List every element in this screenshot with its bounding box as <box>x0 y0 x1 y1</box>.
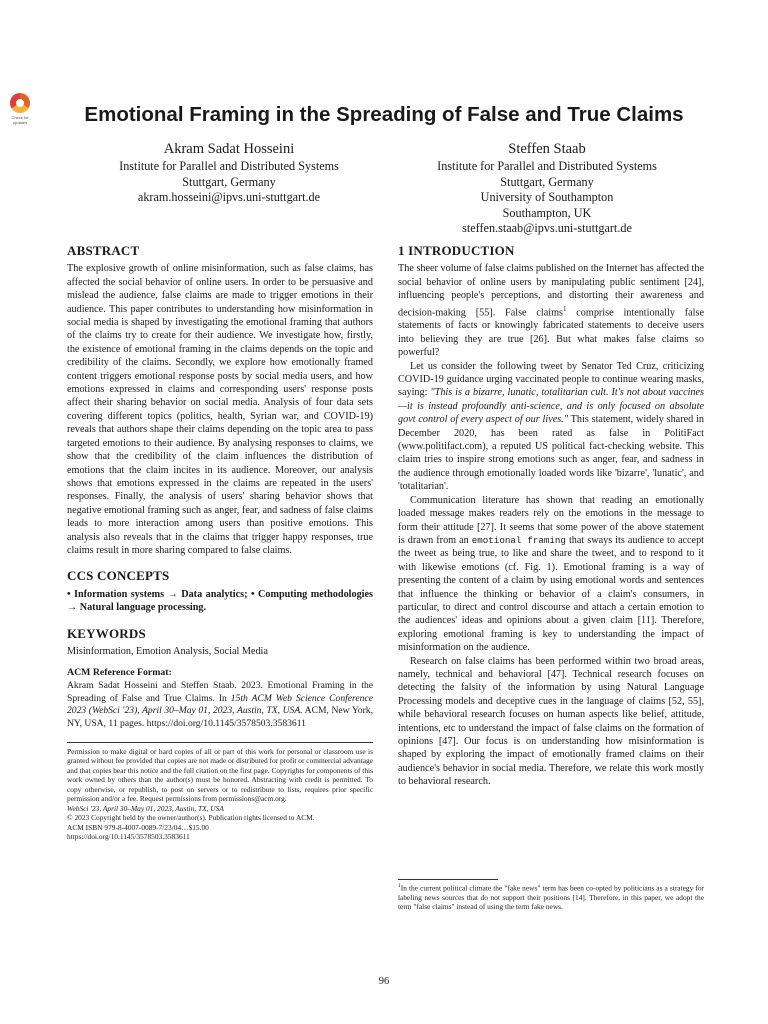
acm-ref-part2: ACM, New York, NY, USA, 11 pages. https://doi.org/10.1145/3578503.3583611 <box>67 705 373 730</box>
author-location-2: Southampton, UK <box>502 205 592 220</box>
keywords-text: Misinformation, Emotion Analysis, Social Media <box>67 645 268 657</box>
emotional-framing-term: emotional framing <box>471 534 566 546</box>
intro-paragraph-4: Research on false claims has been performed within two broad areas, namely, technical and behavioral [47]. Technical research focuses on detecting the falsity of the information by using Natural Language Processing models and deceptive cues in the language of claims [52, 55], while behavioral research focuses on human aspects like belief, attitude, intentions, etc to understand the impact of false claims on the formation of opinions [47]. Our focus is on understanding how misinformation is shaped by exploring the impact of emotionally framed claims on their audience's behavior in social media. Therefore, we relate this work mostly to behavioral research. <box>398 655 704 788</box>
acm-ref-heading: ACM Reference Format: <box>67 667 172 679</box>
author-block-2 <box>382 140 712 237</box>
acm-ref-part1: Akram Sadat Hosseini and Steffen Staab. 2023. Emotional Framing in the Spreading of False and True Claims. In <box>67 679 373 704</box>
page-number: 96 <box>378 976 390 987</box>
author-name: Akram Sadat Hosseini <box>163 141 295 157</box>
paper-title: Emotional Framing in the Spreading of False and True Claims <box>84 103 684 126</box>
footnote-mark: 1 <box>398 883 401 889</box>
intro-paragraph-2: Let us consider the following tweet by Senator Ted Cruz, criticizing COVID-19 guidance urging vaccinated people to continue wearing masks, saying: "This is a bizarre, lunatic, totalitarian cult. It's not about vaccines—it is instead profoundly anti-science, and is only focused on absolute govt control of every aspect of our lives." This statement, widely shared in December 2020, has been rated as false in PolitiFact (www.politifact.com), a reputed US political fact-checking website. This claim tries to inspire strong emotions such as anger, fear, and sadness in the audience through emotionally loaded words like 'bizarre', 'lunatic', and 'totalitarian'. <box>398 360 704 493</box>
permission-copyright: © 2023 Copyright held by the owner/author(s). Publication rights licensed to ACM. <box>67 813 315 823</box>
author-location: Stuttgart, Germany <box>500 174 594 189</box>
footnote-text: In the current political climate the "fake news" term has been co-opted by politicians as a strategy for labeling news sources that do not support their positions [14]. Therefore, in this paper, we adopt the term "false claims" instead of using the term fake news. <box>398 883 704 912</box>
author-name: Steffen Staab <box>508 141 586 157</box>
author-block-1 <box>64 140 394 206</box>
right-column <box>398 244 704 789</box>
footnote <box>398 882 704 912</box>
author-affiliation: Institute for Parallel and Distributed Systems <box>119 159 339 173</box>
permission-isbn: ACM ISBN 979-8-4007-0089-7/23/04…$15.00 <box>67 822 209 832</box>
author-affiliation: Institute for Parallel and Distributed Systems <box>437 159 657 173</box>
ccs-text: • Information systems → Data analytics; • Computing methodologies → Natural language processing. <box>67 588 373 614</box>
intro-paragraph-3: Communication literature has shown that reading an emotionally loaded message makes readers rely on the emotions in the message to form their attitude [27]. It seems that some power of the above statement is drawn from an emotional framing that sways its audience to accept the tweet as being true, to like and share the tweet, and to respond to it with likewise emotions (cf. Fig. 1). Emotional framing is a way of presenting the content of a claim by using emotional words and sentences that influence the thinking or behavior of a claim's consumers, in particular, to direct and control discourse and attach a certain emotion to the audiences' ideas and opinions about a given claim [11]. Therefore, exploring emotional framing is key to understanding the impact of misinformation on the audience. <box>398 494 704 654</box>
introduction-heading: 1 INTRODUCTION <box>398 243 515 258</box>
acm-ref-venue: 15th ACM Web Science Conference 2023 (WebSci '23), April 30–May 01, 2023, Austin, TX, USA. <box>67 692 373 717</box>
footnote-divider <box>398 879 498 880</box>
left-column <box>67 244 373 842</box>
keywords-heading: KEYWORDS <box>67 625 146 641</box>
author-affiliation-2: University of Southampton <box>480 190 614 205</box>
tweet-quote: "This is a bizarre, lunatic, totalitarian cult. It's not about vaccines—it is instead profoundly anti-science, and is only focused on absolute govt control of every aspect of our lives." <box>398 387 704 426</box>
permission-venue: WebSci '23, April 30–May 01, 2023, Austin, TX, USA <box>67 803 224 813</box>
badge-line1: Check for <box>11 115 29 120</box>
permission-text: Permission to make digital or hard copies of all or part of this work for personal or classroom use is granted without fee provided that copies are not made or distributed for profit or commercial advantage and that copies bear this notice and the full citation on the first page. Copyrights for components of this work owned by others than the author(s) must be honored. Abstracting with credit is permitted. To copy otherwise, or republish, to post on servers or to redistribute to lists, requires prior specific permission and/or a fee. Request permissions from permissions@acm.org. <box>67 746 373 804</box>
badge-line2: updates <box>12 120 28 125</box>
footnote-marker[interactable]: 1 <box>562 304 567 313</box>
intro-paragraph-1: The sheer volume of false claims published on the Internet has affected the social behavior of online users by manipulating public sentiment [24], influencing people's perceptions, and distorting their awareness and decision-making [55]. False claims$^1$ comprise intentionally false statements of facts or knowingly fabricated statements to deceive users into believing they are true [26]. But what makes false claims so powerful? <box>398 263 704 359</box>
abstract-heading: ABSTRACT <box>67 243 140 258</box>
permission-block <box>67 747 373 842</box>
permission-doi[interactable]: https://doi.org/10.1145/3578503.3583611 <box>67 832 190 842</box>
author-email[interactable]: steffen.staab@ipvs.uni-stuttgart.de <box>462 221 632 236</box>
acm-ref-text <box>67 680 373 731</box>
author-email[interactable]: akram.hosseini@ipvs.uni-stuttgart.de <box>137 190 321 205</box>
ccs-heading: CCS CONCEPTS <box>67 568 170 584</box>
author-location: Stuttgart, Germany <box>182 174 276 189</box>
abstract-text: The explosive growth of online misinformation, such as false claims, has affected the social behavior of online users. In order to be persuasive and mislead the audience, false claims are made to trigger emotions in their audience. This paper contributes to understanding how misinformation in social media is shaped by investigating the emotional framing that authors of the claims try to create for their audience. We investigate how, firstly, the existence of emotional framing in the claims depends on the topic and credibility of the claims. Secondly, we explore how emotionally framed content triggers emotional response posts by social media users, and how emotions expressed in claims and corresponding users' response posts affect their sharing behavior on social media. Analysis of four data sets covering different topics (politics, health, Syrian war, and COVID-19) reveals that authors shape their claims depending on the topic area to pass targeted emotions to their audience. By analysing responses to claims, we show that the credibility of the claim influences the distribution of emotions that the claim incites in its audience. Moreover, our analysis shows that emotions expressed in the claims are repeated in the users' responses. Finally, the analysis of users' sharing behavior shows that negative emotional framing such as anger, fear, and sadness of false claims leads to more interaction among users than positive emotions. This analysis also reveals that in the claims that trigger happy responses, true claims result in more sharing compared to false claims. <box>67 263 373 556</box>
permission-divider <box>67 742 373 743</box>
